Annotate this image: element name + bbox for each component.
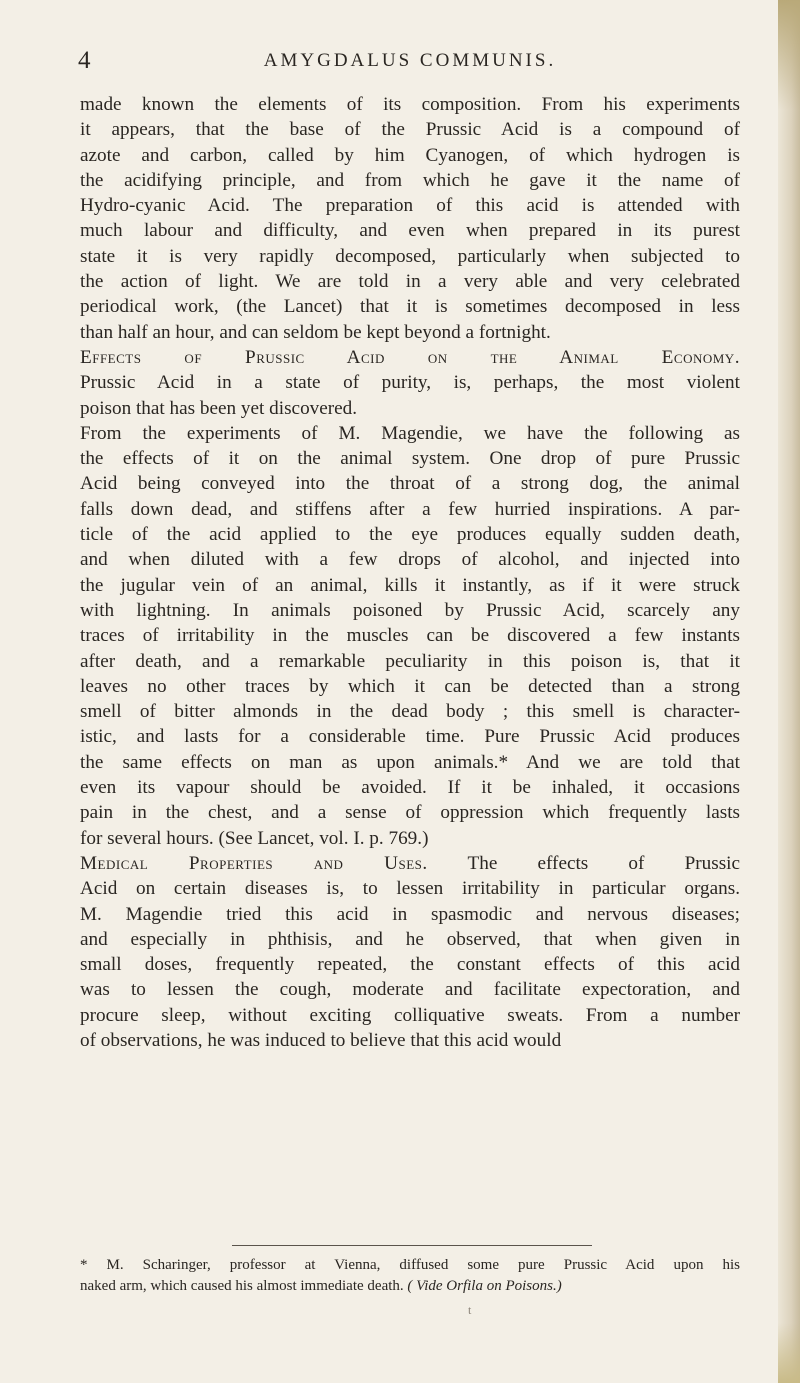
text-line: than half an hour, and can seldom be kept beyond a fortnight. — [80, 321, 551, 343]
text-line: and when diluted with a few drops of alcohol, and injected into — [80, 549, 740, 571]
page-edge-stain-top — [778, 0, 800, 110]
text-line: Prussic Acid in a state of purity, is, perhaps, the most violent — [80, 372, 740, 394]
text-line: it appears, that the base of the Prussic Acid is a compound of — [80, 119, 740, 141]
text-line: much labour and difficulty, and even when prepared in its purest — [80, 220, 740, 242]
text-line: smell of bitter almonds in the dead body ; this smell is character- — [80, 701, 740, 723]
page-edge-stain-bottom — [778, 1323, 800, 1383]
text-line: and especially in phthisis, and he observed, that when given in — [80, 928, 740, 950]
text-line: M. Magendie tried this acid in spasmodic and nervous diseases; — [80, 903, 740, 925]
footnote-line: * M. Scharinger, professor at Vienna, diffused some pure Prussic Acid upon his — [80, 1257, 740, 1273]
text-line: azote and carbon, called by him Cyanogen, of which hydrogen is — [80, 144, 740, 166]
text-line: even its vapour should be avoided. If it be inhaled, it occasions — [80, 777, 740, 799]
text-line: the acidifying principle, and from which he gave it the name of — [80, 169, 740, 191]
text-line: the effects of it on the animal system. One drop of pure Prussic — [80, 448, 740, 470]
section-heading-medical-line — [80, 851, 740, 876]
text-line: the action of light. We are told in a very able and very celebrated — [80, 271, 740, 293]
running-head: AMYGDALUS COMMUNIS. — [263, 50, 557, 71]
text-line: of observations, he was induced to believe that this acid would — [80, 1029, 562, 1051]
text-line: ticle of the acid applied to the eye produces equally sudden death, — [80, 524, 740, 546]
text-line: Hydro-cyanic Acid. The preparation of this acid is attended with — [80, 195, 740, 217]
page-header — [80, 44, 740, 78]
text-line: made known the elements of its composition. From his experiments — [80, 94, 740, 115]
text-line: small doses, frequently repeated, the constant effects of this acid — [80, 954, 740, 976]
page-number: 4 — [78, 47, 91, 74]
text-line: after death, and a remarkable peculiarity in this poison is, that it — [80, 650, 740, 672]
footnote — [80, 1255, 740, 1297]
text-line: poison that has been yet discovered. — [80, 397, 358, 419]
text-line: Acid on certain diseases is, to lessen irritability in particular organs. — [80, 878, 740, 900]
text-line: for several hours. (See Lancet, vol. I. p. 769.) — [80, 827, 429, 849]
footnote-citation: ( Vide Orfila on Poisons.) — [407, 1278, 562, 1294]
footnote-rule — [232, 1245, 592, 1246]
text-line: traces of irritability in the muscles can be discovered a few instants — [80, 625, 740, 647]
text-line: state it is very rapidly decomposed, particularly when subjected to — [80, 245, 740, 267]
text-line: istic, and lasts for a considerable time. Pure Prussic Acid produces — [80, 726, 740, 748]
page-mark: t — [468, 1303, 472, 1317]
text-line: From the experiments of M. Magendie, we have the following as — [80, 422, 740, 444]
text-fragment: The effects of Prussic — [467, 852, 741, 874]
page-edge — [778, 0, 800, 1383]
section-heading-effects: Effects of Prussic Acid on the Animal Economy. — [80, 346, 740, 368]
text-line: leaves no other traces by which it can be detected than a strong — [80, 675, 740, 697]
footnote-line — [80, 1276, 740, 1297]
section-heading-medical: Medical Properties and Uses. — [80, 852, 428, 874]
body-text — [80, 92, 740, 1053]
footnote-text: naked arm, which caused his almost immediate death. — [80, 1278, 404, 1294]
text-line: falls down dead, and stiffens after a few hurried inspirations. A par- — [80, 498, 740, 520]
text-line: periodical work, (the Lancet) that it is sometimes decomposed in less — [80, 296, 740, 318]
text-line: the same effects on man as upon animals.* And we are told that — [80, 751, 740, 773]
text-line: the jugular vein of an animal, kills it instantly, as if it were struck — [80, 574, 740, 596]
text-line: Acid being conveyed into the throat of a strong dog, the animal — [80, 473, 740, 495]
text-line: with lightning. In animals poisoned by Prussic Acid, scarcely any — [80, 599, 740, 621]
text-line: was to lessen the cough, moderate and facilitate expectoration, and — [80, 979, 740, 1001]
text-line: pain in the chest, and a sense of oppression which frequently lasts — [80, 802, 740, 824]
text-line: procure sleep, without exciting colliquative sweats. From a number — [80, 1004, 740, 1026]
